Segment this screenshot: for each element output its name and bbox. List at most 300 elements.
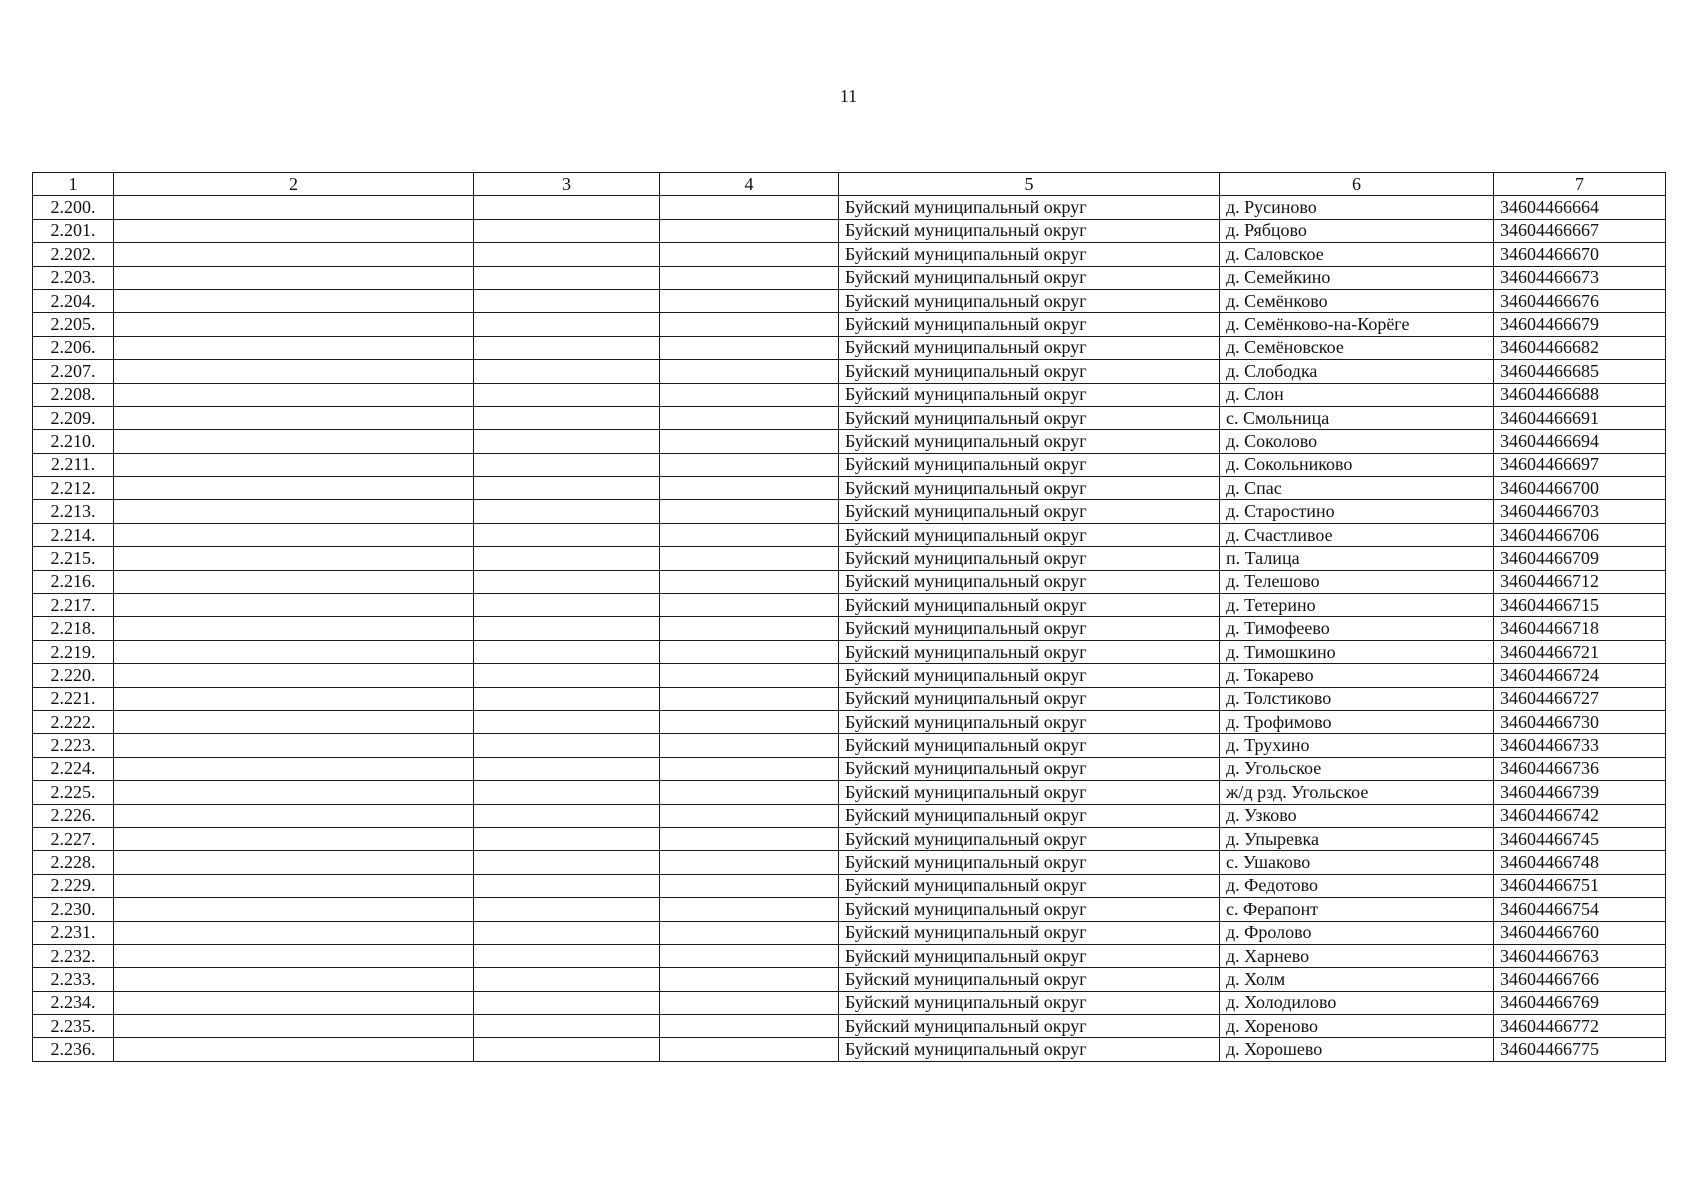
registry-table	[32, 172, 1666, 1062]
column-3-cell	[474, 266, 660, 289]
settlement-cell: д. Трухино	[1220, 734, 1494, 757]
settlement-cell: д. Токарево	[1220, 664, 1494, 687]
row-number: 2.224.	[33, 757, 114, 780]
settlement-cell: д. Тетерино	[1220, 594, 1494, 617]
column-2-cell	[114, 406, 474, 429]
column-4-cell	[660, 547, 839, 570]
column-header-7: 7	[1494, 173, 1666, 196]
row-number: 2.235.	[33, 1015, 114, 1038]
column-4-cell	[660, 991, 839, 1014]
code-cell: 34604466736	[1494, 757, 1666, 780]
column-2-cell	[114, 383, 474, 406]
column-3-cell	[474, 453, 660, 476]
municipality-cell: Буйский муниципальный округ	[839, 523, 1220, 546]
column-4-cell	[660, 781, 839, 804]
table-row	[33, 944, 1666, 967]
settlement-cell: д. Тимофеево	[1220, 617, 1494, 640]
settlement-cell: д. Холм	[1220, 968, 1494, 991]
code-cell: 34604466670	[1494, 243, 1666, 266]
column-3-cell	[474, 243, 660, 266]
column-2-cell	[114, 851, 474, 874]
column-2-cell	[114, 757, 474, 780]
row-number: 2.232.	[33, 944, 114, 967]
column-3-cell	[474, 570, 660, 593]
row-number: 2.227.	[33, 827, 114, 850]
column-2-cell	[114, 430, 474, 453]
table-row	[33, 313, 1666, 336]
column-2-cell	[114, 921, 474, 944]
settlement-cell: ж/д рзд. Угольское	[1220, 781, 1494, 804]
settlement-cell: д. Слон	[1220, 383, 1494, 406]
settlement-cell: п. Талица	[1220, 547, 1494, 570]
municipality-cell: Буйский муниципальный округ	[839, 219, 1220, 242]
column-4-cell	[660, 944, 839, 967]
municipality-cell: Буйский муниципальный округ	[839, 968, 1220, 991]
table-row	[33, 640, 1666, 663]
row-number: 2.234.	[33, 991, 114, 1014]
table-row	[33, 406, 1666, 429]
row-number: 2.204.	[33, 289, 114, 312]
column-2-cell	[114, 1015, 474, 1038]
municipality-cell: Буйский муниципальный округ	[839, 827, 1220, 850]
code-cell: 34604466694	[1494, 430, 1666, 453]
row-number: 2.229.	[33, 874, 114, 897]
municipality-cell: Буйский муниципальный округ	[839, 360, 1220, 383]
column-4-cell	[660, 851, 839, 874]
municipality-cell: Буйский муниципальный округ	[839, 243, 1220, 266]
table-row	[33, 827, 1666, 850]
settlement-cell: д. Семёновское	[1220, 336, 1494, 359]
code-cell: 34604466712	[1494, 570, 1666, 593]
column-4-cell	[660, 710, 839, 733]
municipality-cell: Буйский муниципальный округ	[839, 710, 1220, 733]
table-row	[33, 898, 1666, 921]
column-4-cell	[660, 336, 839, 359]
municipality-cell: Буйский муниципальный округ	[839, 851, 1220, 874]
table-body	[33, 196, 1666, 1061]
column-3-cell	[474, 219, 660, 242]
column-2-cell	[114, 991, 474, 1014]
row-number: 2.212.	[33, 477, 114, 500]
column-4-cell	[660, 523, 839, 546]
row-number: 2.233.	[33, 968, 114, 991]
column-4-cell	[660, 734, 839, 757]
code-cell: 34604466733	[1494, 734, 1666, 757]
column-3-cell	[474, 383, 660, 406]
column-4-cell	[660, 921, 839, 944]
column-2-cell	[114, 710, 474, 733]
municipality-cell: Буйский муниципальный округ	[839, 547, 1220, 570]
code-cell: 34604466715	[1494, 594, 1666, 617]
code-cell: 34604466706	[1494, 523, 1666, 546]
municipality-cell: Буйский муниципальный округ	[839, 430, 1220, 453]
column-3-cell	[474, 336, 660, 359]
table-row	[33, 617, 1666, 640]
settlement-cell: д. Семёнково	[1220, 289, 1494, 312]
column-2-cell	[114, 898, 474, 921]
row-number: 2.223.	[33, 734, 114, 757]
settlement-cell: д. Холодилово	[1220, 991, 1494, 1014]
column-4-cell	[660, 360, 839, 383]
settlement-cell: с. Смольница	[1220, 406, 1494, 429]
page-number: 11	[839, 86, 858, 106]
row-number: 2.205.	[33, 313, 114, 336]
settlement-cell: д. Харнево	[1220, 944, 1494, 967]
column-3-cell	[474, 687, 660, 710]
municipality-cell: Буйский муниципальный округ	[839, 921, 1220, 944]
code-cell: 34604466751	[1494, 874, 1666, 897]
settlement-cell: д. Федотово	[1220, 874, 1494, 897]
column-2-cell	[114, 804, 474, 827]
municipality-cell: Буйский муниципальный округ	[839, 734, 1220, 757]
row-number: 2.213.	[33, 500, 114, 523]
table-row	[33, 477, 1666, 500]
settlement-cell: д. Счастливое	[1220, 523, 1494, 546]
settlement-cell: д. Толстиково	[1220, 687, 1494, 710]
column-4-cell	[660, 243, 839, 266]
column-2-cell	[114, 781, 474, 804]
column-4-cell	[660, 313, 839, 336]
row-number: 2.211.	[33, 453, 114, 476]
code-cell: 34604466679	[1494, 313, 1666, 336]
code-cell: 34604466724	[1494, 664, 1666, 687]
code-cell: 34604466685	[1494, 360, 1666, 383]
table-row	[33, 383, 1666, 406]
municipality-cell: Буйский муниципальный округ	[839, 944, 1220, 967]
column-2-cell	[114, 360, 474, 383]
code-cell: 34604466682	[1494, 336, 1666, 359]
column-3-cell	[474, 477, 660, 500]
column-header-6: 6	[1220, 173, 1494, 196]
column-2-cell	[114, 827, 474, 850]
column-2-cell	[114, 547, 474, 570]
column-3-cell	[474, 1015, 660, 1038]
table-row	[33, 570, 1666, 593]
column-4-cell	[660, 196, 839, 219]
municipality-cell: Буйский муниципальный округ	[839, 898, 1220, 921]
table-row	[33, 1038, 1666, 1061]
column-3-cell	[474, 710, 660, 733]
column-header-3: 3	[474, 173, 660, 196]
settlement-cell: д. Русиново	[1220, 196, 1494, 219]
table-row	[33, 594, 1666, 617]
code-cell: 34604466766	[1494, 968, 1666, 991]
municipality-cell: Буйский муниципальный округ	[839, 570, 1220, 593]
row-number: 2.208.	[33, 383, 114, 406]
column-3-cell	[474, 781, 660, 804]
column-2-cell	[114, 1038, 474, 1061]
column-3-cell	[474, 196, 660, 219]
table-row	[33, 453, 1666, 476]
column-2-cell	[114, 617, 474, 640]
settlement-cell: д. Хорошево	[1220, 1038, 1494, 1061]
table-row	[33, 196, 1666, 219]
column-3-cell	[474, 1038, 660, 1061]
column-2-cell	[114, 968, 474, 991]
row-number: 2.201.	[33, 219, 114, 242]
settlement-cell: д. Старостино	[1220, 500, 1494, 523]
column-2-cell	[114, 944, 474, 967]
settlement-cell: с. Ферапонт	[1220, 898, 1494, 921]
settlement-cell: д. Спас	[1220, 477, 1494, 500]
column-2-cell	[114, 570, 474, 593]
column-4-cell	[660, 1038, 839, 1061]
column-2-cell	[114, 196, 474, 219]
settlement-cell: д. Семейкино	[1220, 266, 1494, 289]
settlement-cell: д. Тимошкино	[1220, 640, 1494, 663]
column-4-cell	[660, 266, 839, 289]
column-2-cell	[114, 453, 474, 476]
column-3-cell	[474, 523, 660, 546]
municipality-cell: Буйский муниципальный округ	[839, 406, 1220, 429]
table-row	[33, 874, 1666, 897]
row-number: 2.207.	[33, 360, 114, 383]
settlement-cell: д. Упыревка	[1220, 827, 1494, 850]
column-3-cell	[474, 827, 660, 850]
column-3-cell	[474, 921, 660, 944]
column-2-cell	[114, 664, 474, 687]
column-4-cell	[660, 827, 839, 850]
column-2-cell	[114, 500, 474, 523]
column-4-cell	[660, 219, 839, 242]
column-2-cell	[114, 289, 474, 312]
column-2-cell	[114, 336, 474, 359]
municipality-cell: Буйский муниципальный округ	[839, 500, 1220, 523]
table-row	[33, 781, 1666, 804]
settlement-cell: д. Хореново	[1220, 1015, 1494, 1038]
row-number: 2.218.	[33, 617, 114, 640]
municipality-cell: Буйский муниципальный округ	[839, 617, 1220, 640]
row-number: 2.202.	[33, 243, 114, 266]
column-3-cell	[474, 804, 660, 827]
municipality-cell: Буйский муниципальный округ	[839, 336, 1220, 359]
code-cell: 34604466700	[1494, 477, 1666, 500]
municipality-cell: Буйский муниципальный округ	[839, 453, 1220, 476]
municipality-cell: Буйский муниципальный округ	[839, 1038, 1220, 1061]
column-4-cell	[660, 477, 839, 500]
column-4-cell	[660, 640, 839, 663]
municipality-cell: Буйский муниципальный округ	[839, 594, 1220, 617]
row-number: 2.231.	[33, 921, 114, 944]
municipality-cell: Буйский муниципальный округ	[839, 991, 1220, 1014]
column-3-cell	[474, 874, 660, 897]
code-cell: 34604466769	[1494, 991, 1666, 1014]
row-number: 2.215.	[33, 547, 114, 570]
column-4-cell	[660, 500, 839, 523]
settlement-cell: д. Рябцово	[1220, 219, 1494, 242]
code-cell: 34604466688	[1494, 383, 1666, 406]
row-number: 2.219.	[33, 640, 114, 663]
row-number: 2.206.	[33, 336, 114, 359]
table-row	[33, 991, 1666, 1014]
table-row	[33, 757, 1666, 780]
code-cell: 34604466742	[1494, 804, 1666, 827]
column-3-cell	[474, 991, 660, 1014]
settlement-cell: д. Фролово	[1220, 921, 1494, 944]
code-cell: 34604466760	[1494, 921, 1666, 944]
column-4-cell	[660, 687, 839, 710]
column-2-cell	[114, 734, 474, 757]
column-2-cell	[114, 640, 474, 663]
municipality-cell: Буйский муниципальный округ	[839, 804, 1220, 827]
table-row	[33, 921, 1666, 944]
column-header-2: 2	[114, 173, 474, 196]
table-row	[33, 243, 1666, 266]
column-4-cell	[660, 898, 839, 921]
column-3-cell	[474, 898, 660, 921]
column-4-cell	[660, 289, 839, 312]
municipality-cell: Буйский муниципальный округ	[839, 640, 1220, 663]
column-3-cell	[474, 757, 660, 780]
column-4-cell	[660, 430, 839, 453]
code-cell: 34604466664	[1494, 196, 1666, 219]
row-number: 2.222.	[33, 710, 114, 733]
row-number: 2.214.	[33, 523, 114, 546]
table-row	[33, 804, 1666, 827]
column-2-cell	[114, 874, 474, 897]
row-number: 2.216.	[33, 570, 114, 593]
column-4-cell	[660, 1015, 839, 1038]
municipality-cell: Буйский муниципальный округ	[839, 757, 1220, 780]
settlement-cell: д. Семёнково-на-Корёге	[1220, 313, 1494, 336]
municipality-cell: Буйский муниципальный округ	[839, 781, 1220, 804]
table-row	[33, 500, 1666, 523]
column-3-cell	[474, 313, 660, 336]
row-number: 2.203.	[33, 266, 114, 289]
header-row	[33, 173, 1666, 196]
code-cell: 34604466703	[1494, 500, 1666, 523]
row-number: 2.236.	[33, 1038, 114, 1061]
column-4-cell	[660, 804, 839, 827]
row-number: 2.228.	[33, 851, 114, 874]
column-4-cell	[660, 968, 839, 991]
row-number: 2.200.	[33, 196, 114, 219]
column-2-cell	[114, 687, 474, 710]
table-row	[33, 687, 1666, 710]
column-header-1: 1	[33, 173, 114, 196]
code-cell: 34604466772	[1494, 1015, 1666, 1038]
municipality-cell: Буйский муниципальный округ	[839, 1015, 1220, 1038]
row-number: 2.220.	[33, 664, 114, 687]
settlement-cell: д. Слободка	[1220, 360, 1494, 383]
code-cell: 34604466739	[1494, 781, 1666, 804]
row-number: 2.210.	[33, 430, 114, 453]
column-4-cell	[660, 664, 839, 687]
column-3-cell	[474, 289, 660, 312]
code-cell: 34604466727	[1494, 687, 1666, 710]
table-row	[33, 547, 1666, 570]
table-row	[33, 360, 1666, 383]
table-row	[33, 851, 1666, 874]
column-2-cell	[114, 266, 474, 289]
table-row	[33, 219, 1666, 242]
table-row	[33, 734, 1666, 757]
column-header-4: 4	[660, 173, 839, 196]
settlement-cell: д. Телешово	[1220, 570, 1494, 593]
table-row	[33, 968, 1666, 991]
settlement-cell: д. Саловское	[1220, 243, 1494, 266]
column-2-cell	[114, 477, 474, 500]
row-number: 2.217.	[33, 594, 114, 617]
municipality-cell: Буйский муниципальный округ	[839, 313, 1220, 336]
municipality-cell: Буйский муниципальный округ	[839, 196, 1220, 219]
code-cell: 34604466718	[1494, 617, 1666, 640]
code-cell: 34604466721	[1494, 640, 1666, 663]
code-cell: 34604466745	[1494, 827, 1666, 850]
table-row	[33, 710, 1666, 733]
settlement-cell: д. Соколово	[1220, 430, 1494, 453]
table-row	[33, 336, 1666, 359]
column-4-cell	[660, 383, 839, 406]
column-3-cell	[474, 944, 660, 967]
settlement-cell: д. Угольское	[1220, 757, 1494, 780]
settlement-cell: д. Узково	[1220, 804, 1494, 827]
code-cell: 34604466667	[1494, 219, 1666, 242]
code-cell: 34604466673	[1494, 266, 1666, 289]
column-3-cell	[474, 500, 660, 523]
column-3-cell	[474, 360, 660, 383]
table-row	[33, 430, 1666, 453]
column-3-cell	[474, 617, 660, 640]
column-2-cell	[114, 523, 474, 546]
column-3-cell	[474, 594, 660, 617]
municipality-cell: Буйский муниципальный округ	[839, 477, 1220, 500]
column-3-cell	[474, 430, 660, 453]
settlement-cell: д. Сокольниково	[1220, 453, 1494, 476]
column-4-cell	[660, 453, 839, 476]
code-cell: 34604466754	[1494, 898, 1666, 921]
column-3-cell	[474, 406, 660, 429]
code-cell: 34604466730	[1494, 710, 1666, 733]
code-cell: 34604466691	[1494, 406, 1666, 429]
table-row	[33, 523, 1666, 546]
column-2-cell	[114, 594, 474, 617]
table-header	[33, 173, 1666, 196]
column-4-cell	[660, 406, 839, 429]
row-number: 2.221.	[33, 687, 114, 710]
row-number: 2.209.	[33, 406, 114, 429]
column-3-cell	[474, 547, 660, 570]
code-cell: 34604466748	[1494, 851, 1666, 874]
column-3-cell	[474, 640, 660, 663]
column-3-cell	[474, 664, 660, 687]
row-number: 2.225.	[33, 781, 114, 804]
settlement-cell: д. Трофимово	[1220, 710, 1494, 733]
code-cell: 34604466676	[1494, 289, 1666, 312]
table-row	[33, 1015, 1666, 1038]
code-cell: 34604466775	[1494, 1038, 1666, 1061]
row-number: 2.226.	[33, 804, 114, 827]
column-2-cell	[114, 243, 474, 266]
column-3-cell	[474, 734, 660, 757]
column-4-cell	[660, 617, 839, 640]
municipality-cell: Буйский муниципальный округ	[839, 289, 1220, 312]
municipality-cell: Буйский муниципальный округ	[839, 664, 1220, 687]
row-number: 2.230.	[33, 898, 114, 921]
municipality-cell: Буйский муниципальный округ	[839, 383, 1220, 406]
column-3-cell	[474, 968, 660, 991]
column-4-cell	[660, 570, 839, 593]
column-header-5: 5	[839, 173, 1220, 196]
column-4-cell	[660, 874, 839, 897]
column-4-cell	[660, 594, 839, 617]
municipality-cell: Буйский муниципальный округ	[839, 687, 1220, 710]
column-4-cell	[660, 757, 839, 780]
code-cell: 34604466697	[1494, 453, 1666, 476]
code-cell: 34604466763	[1494, 944, 1666, 967]
code-cell: 34604466709	[1494, 547, 1666, 570]
table-row	[33, 289, 1666, 312]
